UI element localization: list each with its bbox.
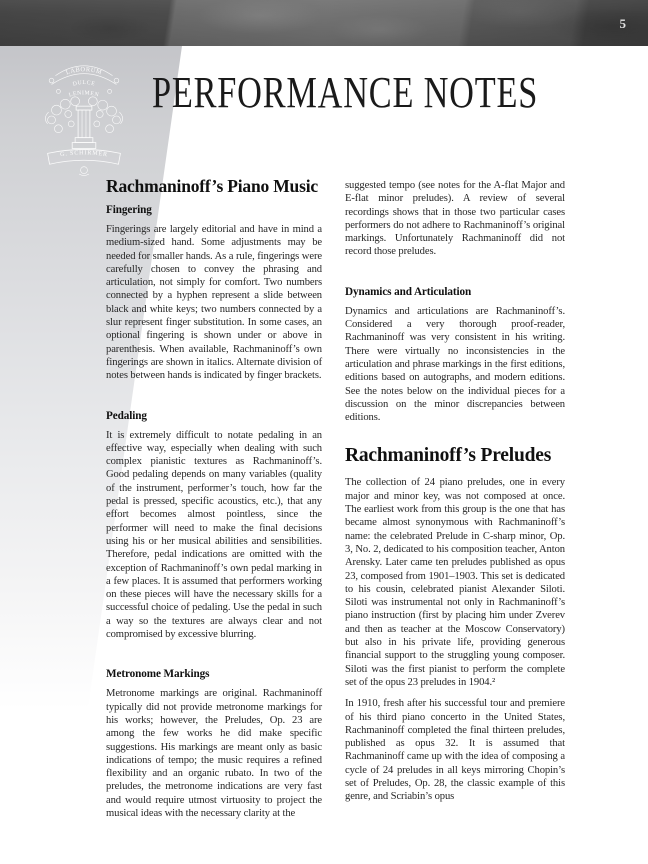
emblem-motto-line2: DULCE (72, 79, 96, 88)
subheading-pedaling: Pedaling (106, 409, 147, 422)
subheading-metronome-markings: Metronome Markings (106, 668, 210, 681)
subheading-dynamics-articulation: Dynamics and Articulation (345, 285, 472, 298)
paragraph-pedaling: It is extremely difficult to notate pedaling in an effective way, especially when dealing with such complex pianistic textures as Rachmaninoff’s. Good pedaling depends on many variables (quality of the instrument, performer’s touch, how far the pedal is pressed, specific acoustics, etc.), that any effort becomes almost pointless, since the performer will need to make the final decisions using his or her musical abilities and sensibilities. Therefore, pedal indications are omitted with the exception of Rachmaninoff’s own pedal marking in a few places. It is assumed that performers working on these pieces will have the necessary skills for a successful choice of pedaling. Use the pedal in such a way so the textures are always clear and not compromised by excessive blurring. (106, 429, 322, 641)
banner-curl (49, 78, 54, 83)
left-column (106, 176, 322, 820)
emblem-ornament (81, 167, 88, 174)
heading-preludes: Rachmaninoff’s Preludes (345, 445, 552, 467)
page-number: 5 (619, 16, 626, 31)
paragraph-dynamics: Dynamics and articulations are Rachmaninoff’s. Considered a very thorough proof-reader, Rachmaninoff was very consistent in his writing. There were virtually no inconsistencies in the articulation and phrase markings in the first editions, editions based on autographs, and modern editions. See the notes below on the individual pieces for a discussion on the minor discrepancies between editions. (345, 305, 565, 424)
banner-curl (108, 89, 112, 93)
paragraph-fingering: Fingerings are largely editorial and have in mind a medium-sized hand. Some adjustments may be needed for smaller hands. As a rule, fingerings were carefully chosen to convey the phrasing and articulation, not simply for comfort. Two numbers connected by a hyphen represent a slide between black and white keys; two numbers connected by a slur represent finger substitution. In some cases, an optional fingering is shown under or above in parenthesis. When available, Rachmaninoff’s own fingerings are shown in italics. Alternate division of notes between hands is indicated by finger brackets. (106, 224, 322, 382)
paragraph-preludes-2: In 1910, fresh after his successful tour and premiere of his third piano concerto in the United States, Rachmaninoff completed the final thirteen preludes, published as opus 32. It is assumed that Rachmaninoff came up with the idea of composing a cycle of 24 preludes in all keys mirroring Chopin’s set of Preludes, Op. 28, the classic example of this genre, and Scriabin’s opus (345, 698, 565, 803)
banner-curl (56, 89, 60, 93)
page-title: PERFORMANCE NOTES (152, 68, 539, 117)
paragraph-preludes-1: The collection of 24 piano preludes, one in every major and minor key, was not composed at once. The earliest work from this group is the one that has became almost synonymous with Rachmaninoff’s name: the celebrated Prelude in C-sharp minor, Op. 3, No. 2, dedicated to his composition teacher, Anton Arensky. Later came ten preludes published as opus 23, composed from 1901–1903. This set is dedicated to his cousin, celebrated pianist Alexander Siloti. Siloti was instrumental not only in Rachmaninoff’s piano instruction (first by placing him under Zverev and then as teacher at the Moscow Conservatory) but also in his private life, providing generous financial support to the struggling young composer. Siloti was the first pianist to perform the complete set of the opus 23 preludes in 1904.² (345, 477, 565, 688)
paragraph-metronome: Metronome markings are original. Rachmaninoff typically did not provide metronome markings for his works; however, the Preludes, Op. 23 are among the few works he did make specific suggestions. His markings are meant only as basic indications of tempo; the music requires a refined flexibility and an organic rubato. In two of the preludes, the metronome indications are very fast and would require utmost virtuosity to project the musical ideas with the necessary clarity at the (106, 688, 322, 819)
heading-piano-music: Rachmaninoff’s Piano Music (106, 176, 318, 196)
emblem-column (72, 106, 96, 148)
emblem-foliage (45, 97, 122, 133)
banner-curl (114, 78, 119, 83)
emblem-motto-line3: LENIMEN (68, 90, 100, 99)
emblem-ornament (79, 174, 89, 175)
subheading-fingering: Fingering (106, 204, 152, 216)
right-column (345, 179, 565, 804)
emblem-ribbon-text: G. SCHIRMER (59, 150, 109, 159)
publisher-emblem-icon (38, 55, 130, 177)
header-band (0, 0, 648, 46)
paragraph-metronome-continued: suggested tempo (see notes for the A-flat Major and E-flat minor preludes). A review of several recordings shows that in those two particular cases performers do not adhere to Rachmaninoff’s original markings. Unfortunately Rachmaninoff did not record those preludes. (345, 180, 565, 258)
emblem-motto-line1: LABORUM (64, 66, 103, 77)
